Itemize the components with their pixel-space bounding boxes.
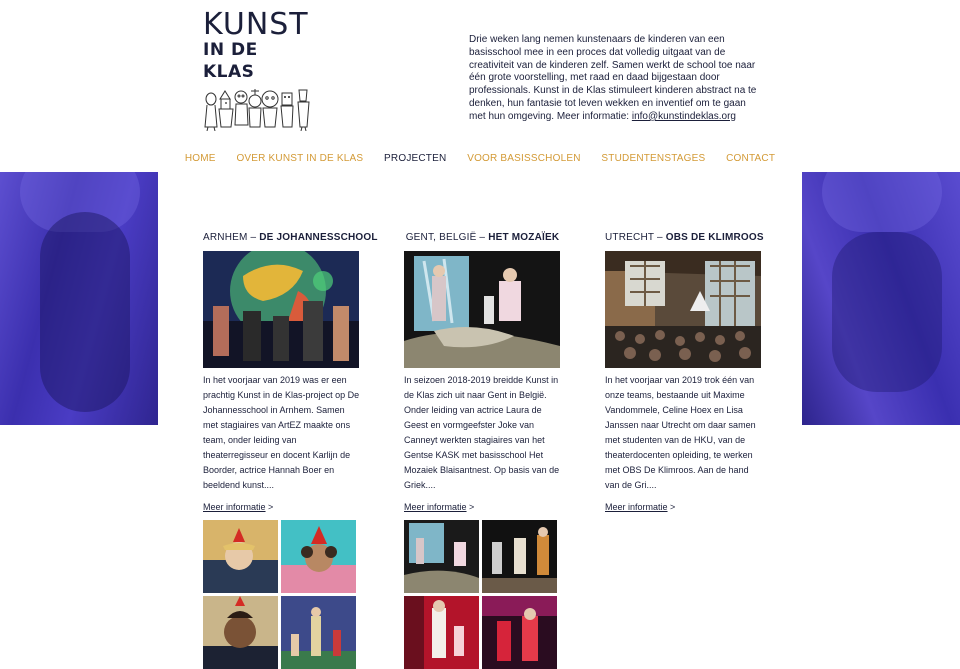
red-costume-photo[interactable] xyxy=(482,596,557,669)
nav-home[interactable]: HOME xyxy=(184,153,216,164)
chevron-right-icon: > xyxy=(466,502,475,512)
more-info-link[interactable]: Meer informatie xyxy=(404,502,467,512)
project-description: In het voorjaar van 2019 was er een prachtig Kunst in de Klas-project op De Johannesschool in Arnhem. Samen met stagiaires van ArtEZ maakte ons team, onder leiding van theaterregisseur en docent Karlijn de Boorder, actrice Hannah Boer en beeldend kunst.... xyxy=(203,375,360,490)
photo-gallery xyxy=(203,520,360,669)
nav-voor-basisscholen[interactable]: VOOR BASISSCHOLEN xyxy=(467,153,581,164)
chevron-right-icon: > xyxy=(265,502,274,512)
right-background-photo xyxy=(802,172,960,425)
nav-contact[interactable]: CONTACT xyxy=(726,153,776,164)
project-title[interactable] xyxy=(404,230,561,245)
project-title[interactable] xyxy=(605,230,762,245)
chevron-right-icon: > xyxy=(667,502,676,512)
nav-projecten[interactable]: PROJECTEN xyxy=(384,153,447,164)
project-card-arnhem xyxy=(203,230,378,669)
hall-audience-photo[interactable] xyxy=(605,251,761,368)
left-background-photo xyxy=(0,172,158,425)
site-logo[interactable] xyxy=(203,7,313,136)
costumed-kids-photo[interactable] xyxy=(482,520,557,593)
girl-red-hat-photo[interactable] xyxy=(281,520,356,593)
project-school: HET MOZAÏEK xyxy=(488,232,560,243)
project-card-gent xyxy=(404,230,561,669)
project-description: In seizoen 2018-2019 breidde Kunst in de Klas zich uit naar Gent in België. Onder leiding van actrice Laura de Geest en vormgeefster Joke van Canneyt werkten stagiaires van het Gentse KASK met basisschool Het Mozaiek Blaisantnest. Op basis van de Griek.... xyxy=(404,375,560,490)
more-info-link[interactable]: Meer informatie xyxy=(605,502,668,512)
stage-performers-photo[interactable] xyxy=(404,520,479,593)
child-red-hat-photo[interactable] xyxy=(203,520,278,593)
intro-text xyxy=(469,34,764,124)
project-card-utrecht xyxy=(605,230,762,515)
more-info-link[interactable]: Meer informatie xyxy=(203,502,266,512)
logo-title: KUNST xyxy=(203,7,309,42)
stage-dancers-photo[interactable] xyxy=(404,251,560,368)
project-place: ARNHEM – xyxy=(203,232,260,243)
project-description: In het voorjaar van 2019 trok één van onze teams, bestaande uit Maxime Vandommele, Celine Hoex en Lisa Janssen naar Utrecht om daar samen met studenten van de HKU, van de theaterdocenten opleiding, te werken met OBS De Klimroos. Aan de hand van de Gri.... xyxy=(605,375,756,490)
email-link[interactable]: info@kunstindeklas.org xyxy=(631,110,736,122)
photo-gallery xyxy=(404,520,561,669)
project-school: OBS DE KLIMROOS xyxy=(665,232,764,243)
stage-kids-photo[interactable] xyxy=(281,596,356,669)
red-stage-photo[interactable] xyxy=(404,596,479,669)
nav-over-kunst-in-de-klas[interactable]: OVER KUNST IN DE KLAS xyxy=(236,153,364,164)
project-school: DE JOHANNESSCHOOL xyxy=(259,232,378,243)
intro-paragraph: Drie weken lang nemen kunstenaars de kinderen van een basisschool mee in een proces dat volledig uitgaat van de creativiteit van de kinderen zelf. Samen werkt de school toe naar één grote voorstelling, met raad en daad bijgestaan door professionals. Kunst in de Klas stimuleert kinderen abstract na te denken, hun fantasie tot leven wekken en inventief om te gaan met hun omgeving. Meer informatie: xyxy=(469,34,757,122)
project-place: UTRECHT – xyxy=(605,232,666,243)
boy-red-hat-photo[interactable] xyxy=(203,596,278,669)
nav-studentenstages[interactable]: STUDENTENSTAGES xyxy=(601,153,706,164)
children-drawings-illustration xyxy=(203,87,311,131)
logo-subtitle: IN DE KLAS xyxy=(203,40,258,82)
main-nav xyxy=(0,153,960,164)
project-place: GENT, BELGIË – xyxy=(405,232,489,243)
stage-globe-performance-photo[interactable] xyxy=(203,251,359,368)
project-title[interactable] xyxy=(203,230,378,245)
